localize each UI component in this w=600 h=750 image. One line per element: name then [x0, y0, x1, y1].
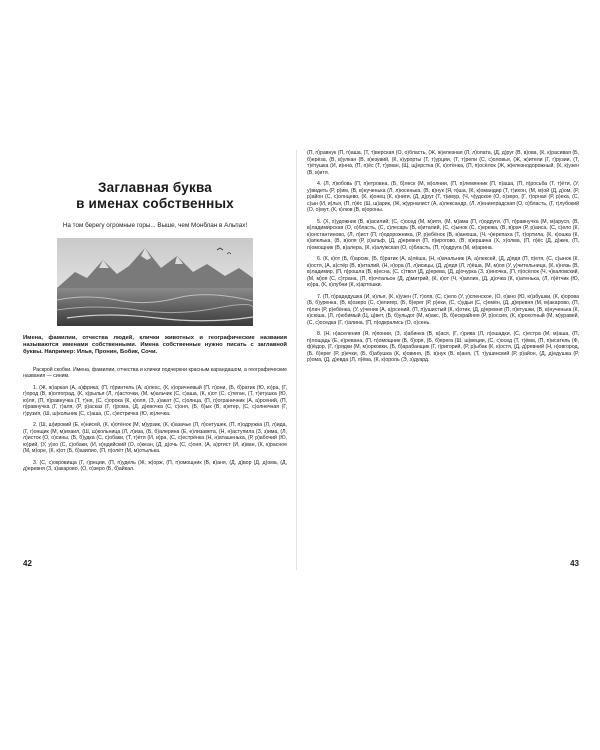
exercise-4: 4. (Л, л)юбовь (П, п)етровна, (Б, б)леск (М, м)олнии, (П, п)лемянник (П, п)аша, (П, п)росьба (Т, т)ёти, (У, у)видеть (Р, р)им, (В, в)нученька (Л, л)юсенька, (В, в)нук (Я, я)ша, (К, к)омандир (Т, т)ихон, (М, м)ой (Д, д)ом, (Р, р)айон (С, с)олнцево, (К, к)онец (К, к)ниги, (Д, д)руг (Т, т)имур, (Ч, ч)удское (О, о)зеро, (Г, г)орная (Р, р)ека, (С, с)ын (И, и)лья, (П, п)ёс (Ш, ш)арик, (Ж, ж)урналист (А, а)лександр, (Л, л)енинградская (О, о)бласть, (Г, г)лубокий (О, о)мут, (К, к)люв (В, в)ороны. [307, 181, 579, 213]
exercise-3: 3. (С, с)окровища (Г, г)реции, (П, п)удель (Ж, ж)орж, (П, п)омощник (В, в)аня, (Д, д)вор (Д, д)ома, (Д, д)еревня (З, з)акарово, (О, о)зеро (Б, б)айкал. [23, 459, 287, 473]
page-number-left: 42 [23, 559, 32, 568]
page-title [23, 180, 287, 212]
exercise-6: 6. (К, к)от (Б, б)арсик, (Б, б)ратик (А, а)лёша, (Н, н)ачальник (А, а)лексей, (Д, д)ядя (П, п)етя, (С, с)ынок (К, к)остя, (А, а)стёр (В, в)италий, (Н, н)ора (Л, л)исицы, (Д, д)ядя (Л, л)ёша, (М, м)оя (У, у)чительница, (К, к)нязь (В, в)ладимир, (П, п)рошла (В, в)есна, (С, с)твол (Д, д)ерева, (Д, д)очурка (З, з)иночка, (П, п)осёлок (Ч, ч)каловский, (М, м)оя (С, с)трана, (П, п)очтальон (Д, д)митрий, (К, к)от (Ч, ч)аплин, (Д, д)очка (К, к)атенька, (Л, л)ётчик (Ю, ю)ра, (К, к)лубни (К, к)артошки. [307, 256, 579, 288]
exercise-5: 5. (Х, х)удожник (В, в)асилий, (С, с)осед (М, м)итя, (М, м)ама (П, п)одруги, (П, п)равнучка (М, м)аруся, (В, в)ладимирская (О, о)бласть, (С, с)лесарь (В, в)италий, (С, с)ынок (С, с)ережа, (В, в)рач (Р, р)аиса, (С, с)ело (К, к)онстантиново, (Л, л)ист (П, п)одорожника, (Р, р)ебёнок (В, в)анюша, (Ч, ч)ерепаха (Т, т)ортила, (К, к)ошка (К, к)апелька, (В, в)оля (Р, р)альф, (Д, д)еревня (П, п)ирогово, (В, в)ершина (Х, х)олма, (П, п)ёс (Д, д)жек, (П, п)омощник (В, в)алера, (К, к)алужская (О, о)бласть, (П, п)одруга (М, м)арина. [307, 218, 579, 251]
rule-paragraph: Имена, фамилии, отчества людей, клички животных и географические названия называются именами собственными. Имена собственные нужно писать с заглавной буквы. Например: Илья, Пронин, Бобик, Сочи. [23, 335, 287, 356]
epigraph-quote: На том берегу огромные горы... Выше, чем Монблан в Альпах! [62, 222, 248, 229]
exercise-3-continued: (П, п)равнук (П, п)аша, (Т, т)верская (О, о)бласть, (Ж, ж)елезная (Л, л)опата, (Д, д)руг (В, в)ова, (К, к)расивая (Б, б)ерёза, (В, в)улкан (В, в)езувий, (К, к)урорты (Т, т)урции, (Т, т)репи (С, с)оловья, (Ж, ж)ители (Г, г)рузии, (Т, т)ётушка (И, и)нна, (П, п)ёс (Т, т)уман, (Щ, щ)ерстка (К, к)отёнка, (П, п)осёлок (Ж, ж)елезнодорожный, (К, к)узен (В, в)итя. [307, 150, 579, 176]
book-spread [0, 150, 600, 570]
exercise-2: 2. (Ш, ш)ирокий (Е, е)нисей, (К, к)отёнок (М, м)урзик, (К, к)азачье (Л, л)онтушек, (П, п)одружка (Л, л)ида, (Г, г)онщик (М, м)ихаил, (Ш, ш)кольница (Л, л)иза, (Б, б)алерина (Е, е)лизавета, (Н, н)аступила (З, з)има, (Л, л)исток (О, о)сины, (Б, б)удка (С, с)обаки, (Т, т)ётя (И, и)ра, (С, с)естрёнка (Н, н)аташенька, (Р, р)абочий (Ю, ю)рий, (У, у)хо (С, с)обаки, (И, и)ндийский (О, о)кеан, (Д, д)очь (С, с)оня, (А, а)ртист (И, и)ван, (К, к)расное (М, м)оре, (К, к)от (Б, б)азилио, (П, п)олёт (М, м)отылька. [23, 422, 287, 455]
page-number-right: 43 [570, 559, 579, 568]
exercise-8: 8. (Н, н)аселения (Я, я)понии, (З, з)абинка (В, в)ася, (Г, г)рива (Л, л)ошадки, (С, с)естра (М, м)аша, (П, п)лощадь (Е, е)ревана, (П, п)омощник (Б, б)оря, (Б, б)ерега (Ш, ш)веции, (С, с)осед (Т, т)ёма, (П, п)исатель (Ф, ф)ёдор, (Г, г)рядки (М, м)орковки, (Б, б)арабанщик (Г, г)ригорий, (Р, р)ыбак (К, к)остя, (Д, д)ревний (Н, н)овгород, (Б, б)ерег (Р, р)ечки, (Б, б)абушка (К, к)овиня, (В, в)нук (В, в)аня, (Т, т)ушинский (Р, р)айон, (Д, д)едушка (Р, р)ома, (Д, д)евда (Л, л)ёва, (К, к)ороль (Э, э)дуард. [307, 331, 579, 363]
exercise-1: 1. (Ж, ж)аркая (А, а)фрика, (П, п)ринтель (А, а)леxс, (К, к)оричневый (П, п)они, (Б, б)ратик (Ю, ю)ра, (Г, г)ород (В, в)олгоград, (К, к)рылья (Л, л)асточки, (М, м)альчик (С, с)аша, (К, к)от (С, с)теган, (Т, т)етушка (Ю, ю)ля, (П, п)равнучка (Т, т)ня, (С, с)орока (К, к)оля, (З, з)акат (С, с)олнца, (П, п)ограничник (А, а)рсений, (П, п)равнучка (Г, г)аля, (Р, р)асказ (Г, г)рома, (Д, д)евочка (С, с)оня, (Б, б)ык (В, в)етер, (С, с)олнечная (Г, г)рузия, (Ш, ш)кольник (С, с)аша, (С, с)естричка (Ю, ю)лечка. [23, 384, 287, 417]
task-instruction: Раскрой скобки. Имена, фамилии, отчества и клички подчеркни красным карандашом, а географические названия — синим. [23, 366, 287, 380]
mountain-sea-illustration [57, 238, 253, 326]
right-page [307, 150, 579, 570]
title-line-2: в именах собственных [76, 196, 234, 211]
title-line-1: Заглавная буква [98, 180, 212, 195]
page-gutter [296, 150, 297, 570]
exercise-7: 7. (П, п)радедушка (И, и)лья, (К, к)узен (Т, т)оля, (С, с)ело (У, у)спенское, (О, о)кно (Ю, ю)збушки, (К, к)орова (Б, б)уренка, (В, в)озеро (С, с)елигер, (Б, б)ерег (Р, р)еки, (С, с)удьи (С, с)емён, (Д, д)еревня (М, м)акарово, (П, п)лач (Р, р)ебёнка, (У, у)ченик (А, а)рсений, (П, п)ушистый (К, к)отик, (Д, д)еревня (П, п)етушки, (В, в)нученька (К, к)сюша, (Л, л)юбимый (Ц, ц)вет, (Б, б)ульдог (М, м)акс, (Б, б)ескрайняя (Р, р)оссия, (К, к)рохотный (М, м)уравей, (С, с)оседка (Г, г)алина, (П, п)одкрались (О, о)сень. [307, 293, 579, 326]
left-page [23, 150, 287, 570]
